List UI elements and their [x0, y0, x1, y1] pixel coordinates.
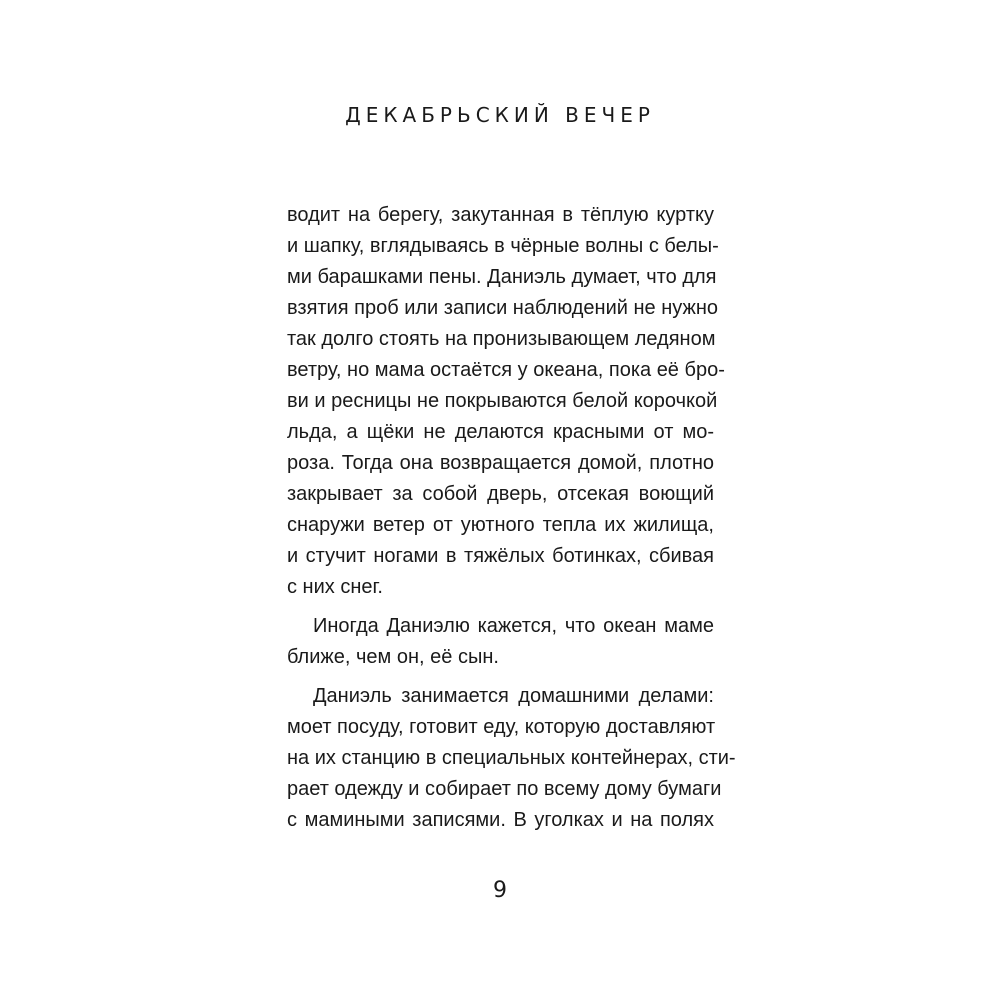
text-line: и стучит ногами в тяжёлых ботинках, сбивая: [287, 545, 714, 567]
text-line: с них снег.: [287, 576, 383, 598]
text-line: водит на берегу, закутанная в тёплую куртку: [287, 204, 714, 226]
text-line: рает одежду и собирает по всему дому бумаги: [287, 778, 722, 800]
text-line: роза. Тогда она возвращается домой, плотно: [287, 452, 714, 474]
running-head: ДЕКАБРЬСКИЙ ВЕЧЕР: [345, 103, 655, 127]
text-line: моет посуду, готовит еду, которую доставляют: [287, 716, 716, 738]
text-line: закрывает за собой дверь, отсекая воющий: [287, 483, 714, 505]
paragraph-first-line: Иногда Даниэлю кажется, что океан маме: [313, 615, 714, 637]
paragraph-first-line: Даниэль занимается домашними делами:: [313, 685, 714, 707]
text-line: ми барашками пены. Даниэль думает, что для: [287, 266, 717, 288]
text-line: и шапку, вглядываясь в чёрные волны с белы-: [287, 235, 719, 257]
page-number: 9: [493, 878, 507, 903]
text-line: с мамиными записями. В уголках и на полях: [287, 809, 714, 831]
text-line: ви и ресницы не покрываются белой корочкой: [287, 390, 718, 412]
text-line: льда, а щёки не делаются красными от мо-: [287, 421, 714, 443]
text-line: ветру, но мама остаётся у океана, пока её бро-: [287, 359, 725, 381]
body-text: [287, 200, 736, 836]
text-line: снаружи ветер от уютного тепла их жилища,: [287, 514, 714, 536]
text-line: так долго стоять на пронизывающем ледяном: [287, 328, 716, 350]
text-line: на их станцию в специальных контейнерах, сти-: [287, 747, 736, 769]
text-line: взятия проб или записи наблюдений не нужно: [287, 297, 719, 319]
text-line: ближе, чем он, её сын.: [287, 646, 499, 668]
